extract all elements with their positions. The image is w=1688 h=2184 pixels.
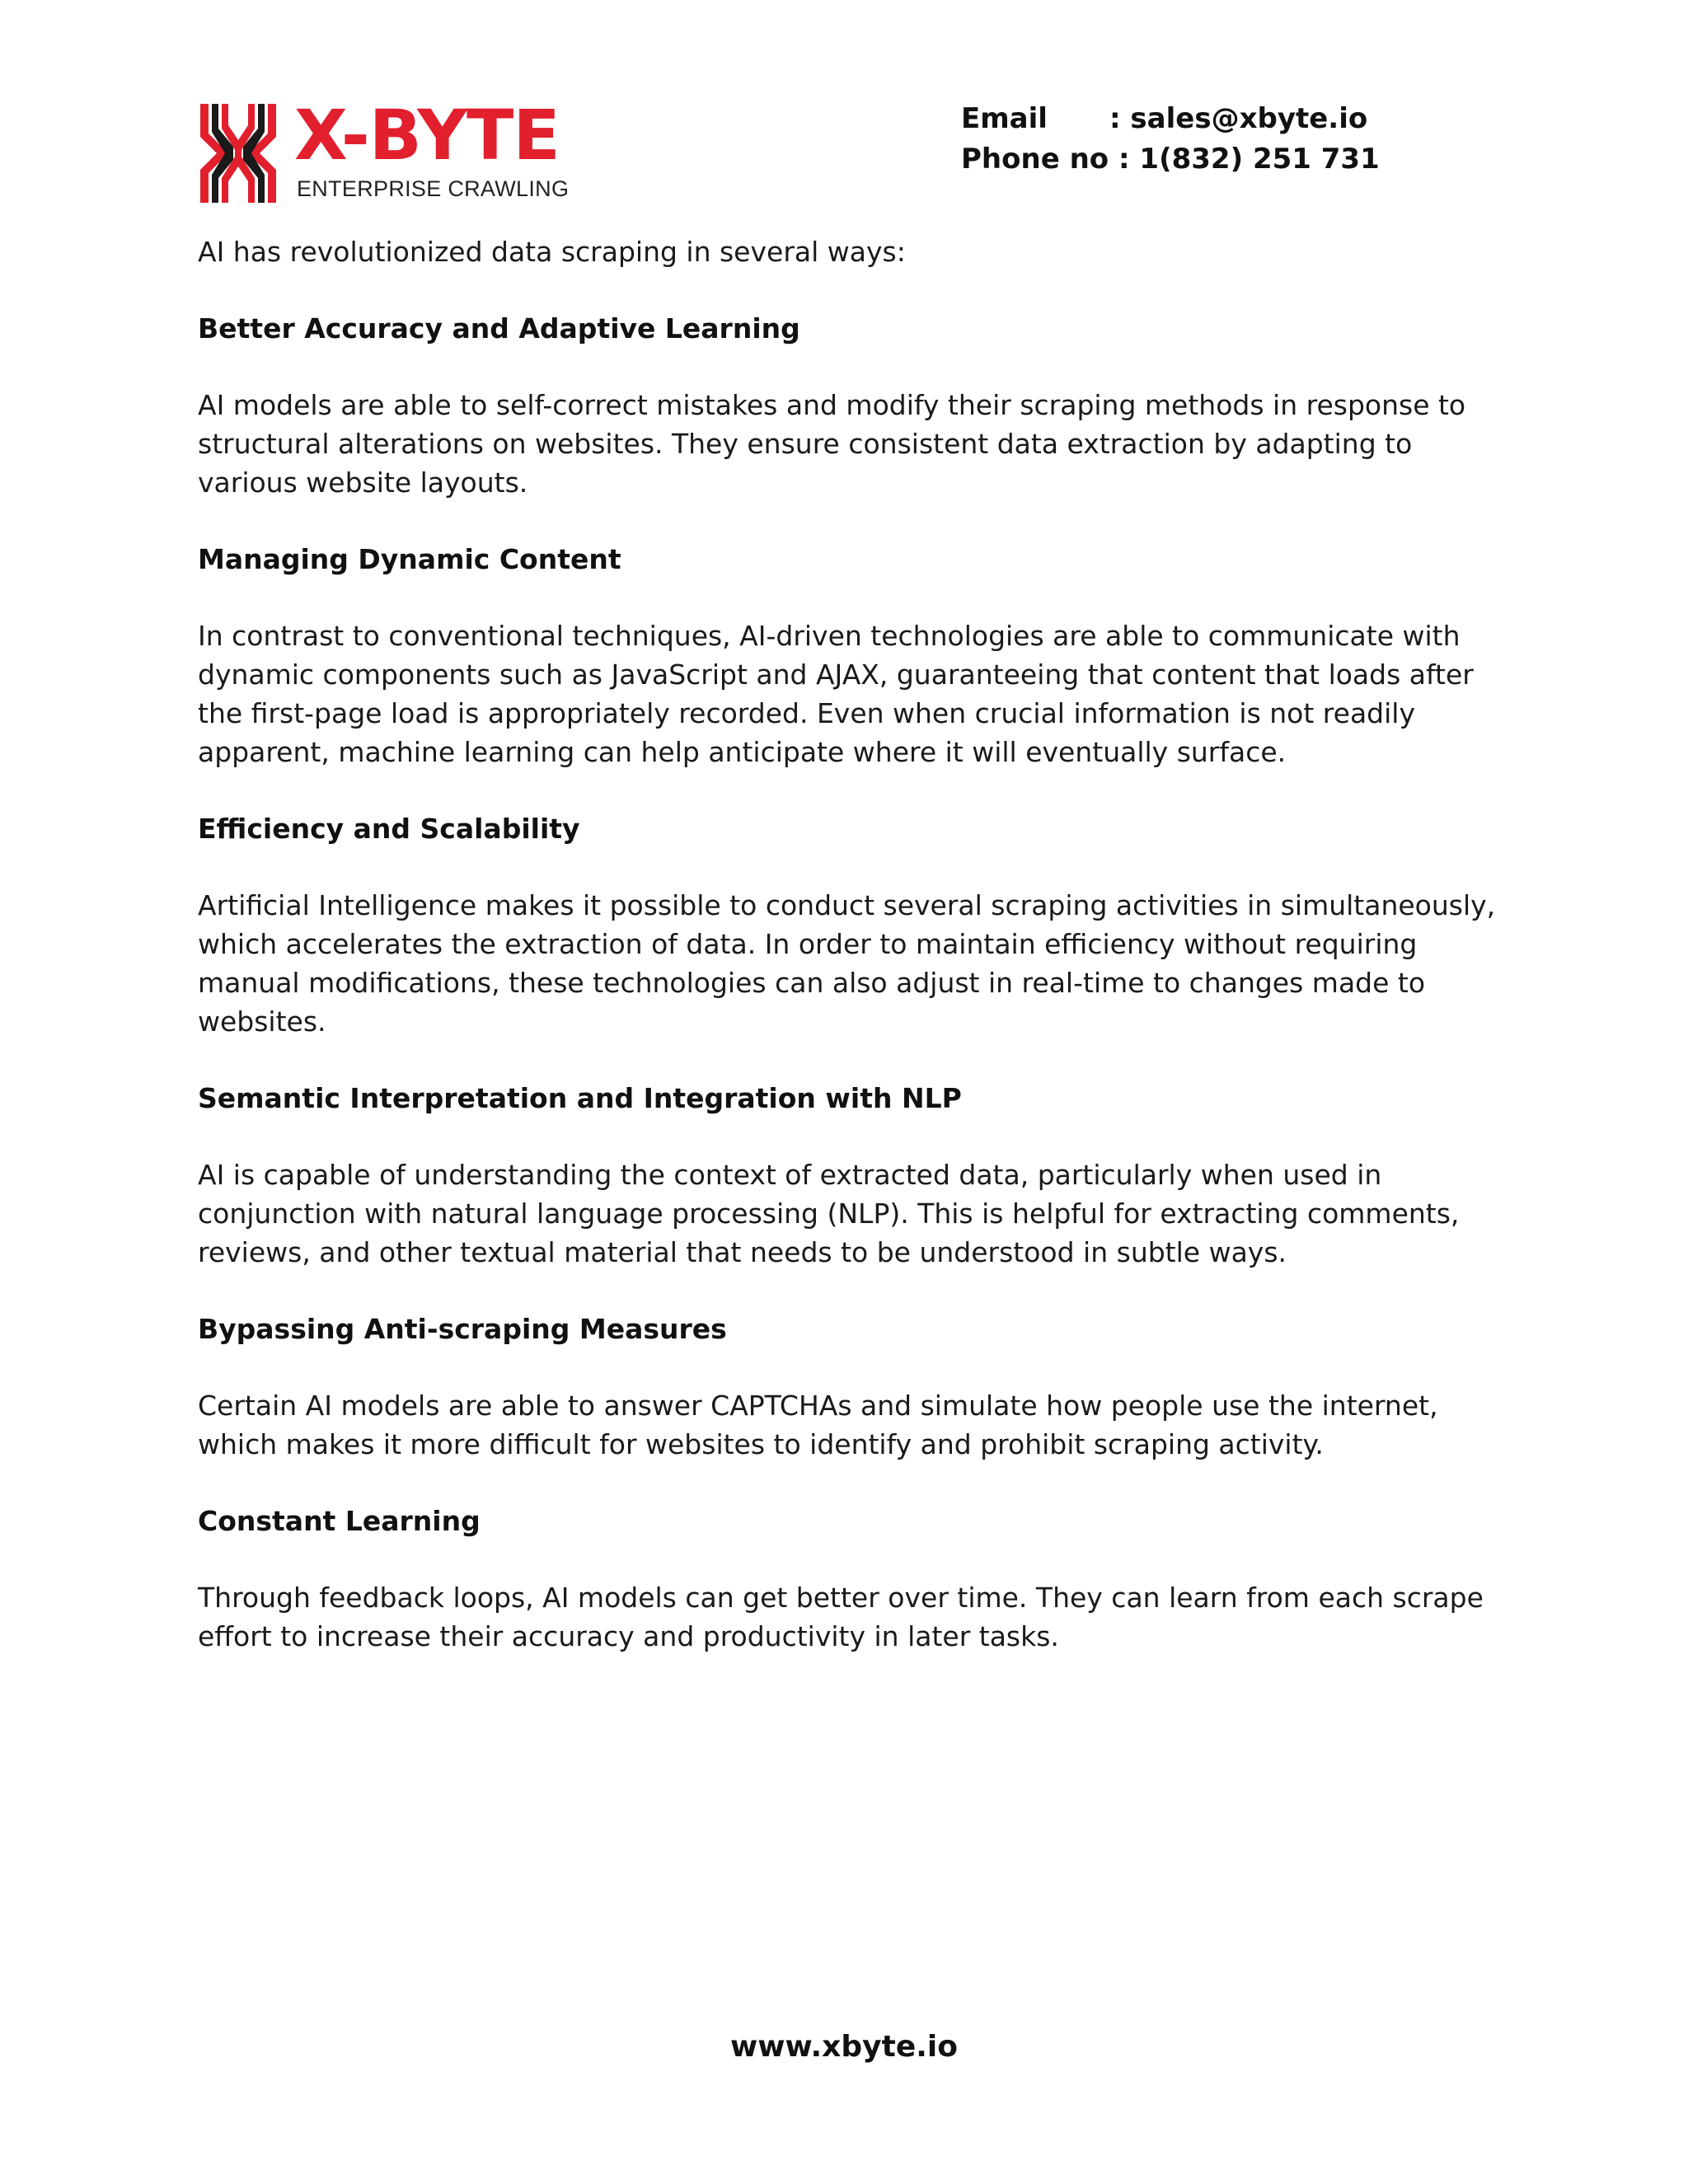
section-paragraph: Through feedback loops, AI models can get better over time. They can learn from each scrape effort to increase their accuracy and productivity in later tasks. <box>198 1582 1484 1652</box>
section-paragraph: Artificial Intelligence makes it possible to conduct several scraping activities in simultaneously, which accelerates the extraction of data. In order to maintain efficiency without requiring manual modifications, these technologies can also adjust in real-time to changes made to websites. <box>198 889 1496 1038</box>
company-logo <box>200 97 588 204</box>
logo-tagline: ENTERPRISE CRAWLING <box>297 176 570 201</box>
section-paragraph: AI models are able to self-correct mistakes and modify their scraping methods in response to structural alterations on websites. They ensure consistent data extraction by adapting to various website layouts. <box>198 389 1466 499</box>
section-heading: Managing Dynamic Content <box>198 543 621 575</box>
intro-paragraph: AI has revolutionized data scraping in several ways: <box>198 236 906 268</box>
section-paragraph: AI is capable of understanding the context of extracted data, particularly when used in conjunction with natural language processing (NLP). This is helpful for extracting comments, reviews, and other textual material that needs to be understood in subtle ways. <box>198 1159 1460 1268</box>
email-value: : sales@xbyte.io <box>1109 102 1368 135</box>
section-heading: Better Accuracy and Adaptive Learning <box>198 312 800 344</box>
section-heading: Bypassing Anti-scraping Measures <box>198 1313 727 1345</box>
email-label: Email <box>961 102 1048 135</box>
logo-wordmark: X-BYTE <box>294 95 560 176</box>
section-paragraph: Certain AI models are able to answer CAPTCHAs and simulate how people use the internet, which makes it more difficult for websites to identify and prohibit scraping activity. <box>198 1390 1438 1460</box>
phone-label: Phone no <box>961 143 1118 176</box>
phone-value: : 1(832) 251 731 <box>1118 143 1380 176</box>
section-heading: Efficiency and Scalability <box>198 813 580 845</box>
section-heading: Constant Learning <box>198 1505 481 1537</box>
email-row <box>961 99 1380 139</box>
document-body <box>198 232 1500 1694</box>
section-heading: Semantic Interpretation and Integration with NLP <box>198 1082 962 1114</box>
section-paragraph: In contrast to conventional techniques, AI-driven technologies are able to communicate with dynamic components such as JavaScript and AJAX, guaranteeing that content that loads after the first-page load is appropriately recorded. Even when crucial information is not readily apparent, machine learning can help anticipate where it will eventually surface. <box>198 620 1474 768</box>
x-byte-logo-icon <box>200 104 276 203</box>
contact-info <box>961 99 1380 180</box>
footer-website: www.xbyte.io <box>730 2030 958 2064</box>
phone-row <box>961 139 1380 180</box>
